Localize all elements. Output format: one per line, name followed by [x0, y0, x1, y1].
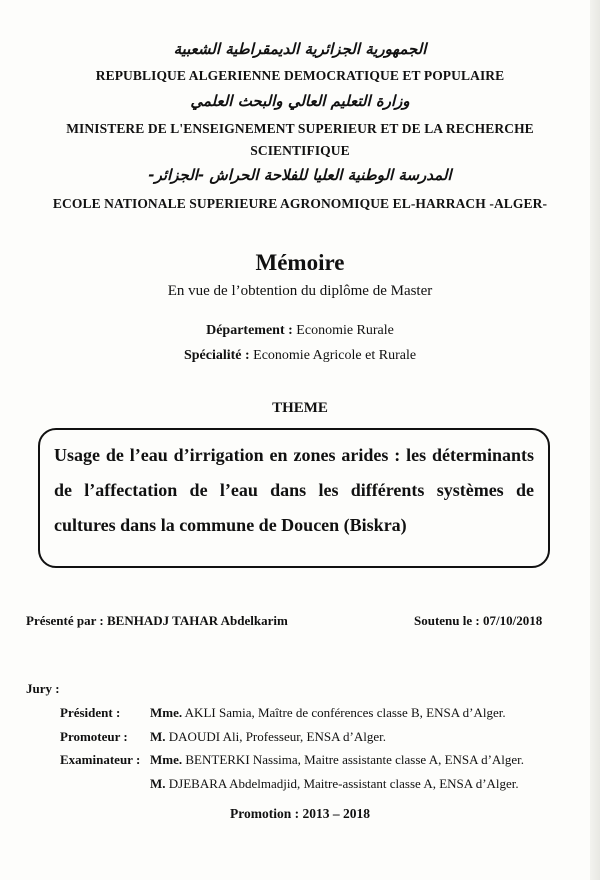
arabic-republic-header: الجمهورية الجزائرية الديمقراطية الشعبية [173, 40, 427, 58]
specialite-line [0, 348, 600, 364]
departement-label: Département : [206, 323, 293, 338]
defense-date [414, 613, 542, 629]
document-title: Mémoire [255, 250, 345, 275]
promotion-line [0, 806, 600, 822]
jury-member-title: M. [150, 776, 166, 791]
jury-section-label [26, 681, 60, 697]
jury-member-text: DJEBARA Abdelmadjid, Maitre-assistant classe A, ENSA d’Alger. [168, 776, 519, 791]
document-subtitle: En vue de l’obtention du diplôme de Master [167, 283, 433, 299]
jury-role-president: Président : [60, 705, 121, 720]
french-ministry-header-line1: MINISTERE DE L'ENSEIGNEMENT SUPERIEUR ET DE LA RECHERCHE [66, 121, 534, 136]
jury-member-text: AKLI Samia, Maître de conférences classe B, ENSA d’Alger. [184, 705, 506, 720]
specialite-value: Economie Agricole et Rurale [253, 348, 417, 363]
jury-member-text: DAOUDI Ali, Professeur, ENSA d’Alger. [168, 729, 386, 744]
arabic-ministry-header: وزارة التعليم العالي والبحث العلمي [190, 92, 410, 110]
jury-member-title: M. [150, 729, 166, 744]
departement-value: Economie Rurale [296, 323, 394, 338]
arabic-school-header: المدرسة الوطنية العليا للفلاحة الحراش -الجزائر- [148, 166, 452, 184]
jury-member-promoteur [150, 729, 386, 745]
jury-role-examinateur: Examinateur : [60, 752, 141, 767]
jury-role-promoteur: Promoteur : [60, 729, 128, 744]
defense-date-value: 07/10/2018 [482, 613, 543, 628]
presented-by-value: BENHADJ TAHAR Abdelkarim [106, 613, 288, 628]
jury-label: Jury : [26, 681, 60, 696]
promotion-value: 2013 – 2018 [302, 806, 370, 821]
theme-heading: THEME [272, 400, 328, 416]
jury-member-examinateur-1 [150, 752, 524, 768]
jury-member-text: BENTERKI Nassima, Maitre assistante classe A, ENSA d’Alger. [185, 752, 525, 767]
french-republic-header: REPUBLIQUE ALGERIENNE DEMOCRATIQUE ET POPULAIRE [95, 68, 505, 83]
presented-by-label: Présenté par : [26, 613, 104, 628]
jury-member-title: Mme. [150, 705, 183, 720]
jury-member-president [150, 705, 506, 721]
french-ministry-header-line2: SCIENTIFIQUE [250, 143, 350, 158]
specialite-label: Spécialité : [183, 348, 250, 363]
defense-date-label: Soutenu le : [414, 613, 480, 628]
presented-by [26, 613, 288, 629]
theme-text: Usage de l’eau d’irrigation en zones arides : les déterminants de l’affectation de l’eau dans les différents systèmes de cultures dans la commune de Doucen (Biskra) [54, 445, 534, 535]
jury-member-title: Mme. [150, 752, 183, 767]
theme-box [38, 428, 550, 568]
french-school-header: ECOLE NATIONALE SUPERIEURE AGRONOMIQUE EL-HARRACH -ALGER- [52, 196, 548, 211]
jury-member-examinateur-2 [150, 776, 519, 792]
departement-line [0, 323, 600, 339]
promotion-label: Promotion : [230, 806, 300, 821]
